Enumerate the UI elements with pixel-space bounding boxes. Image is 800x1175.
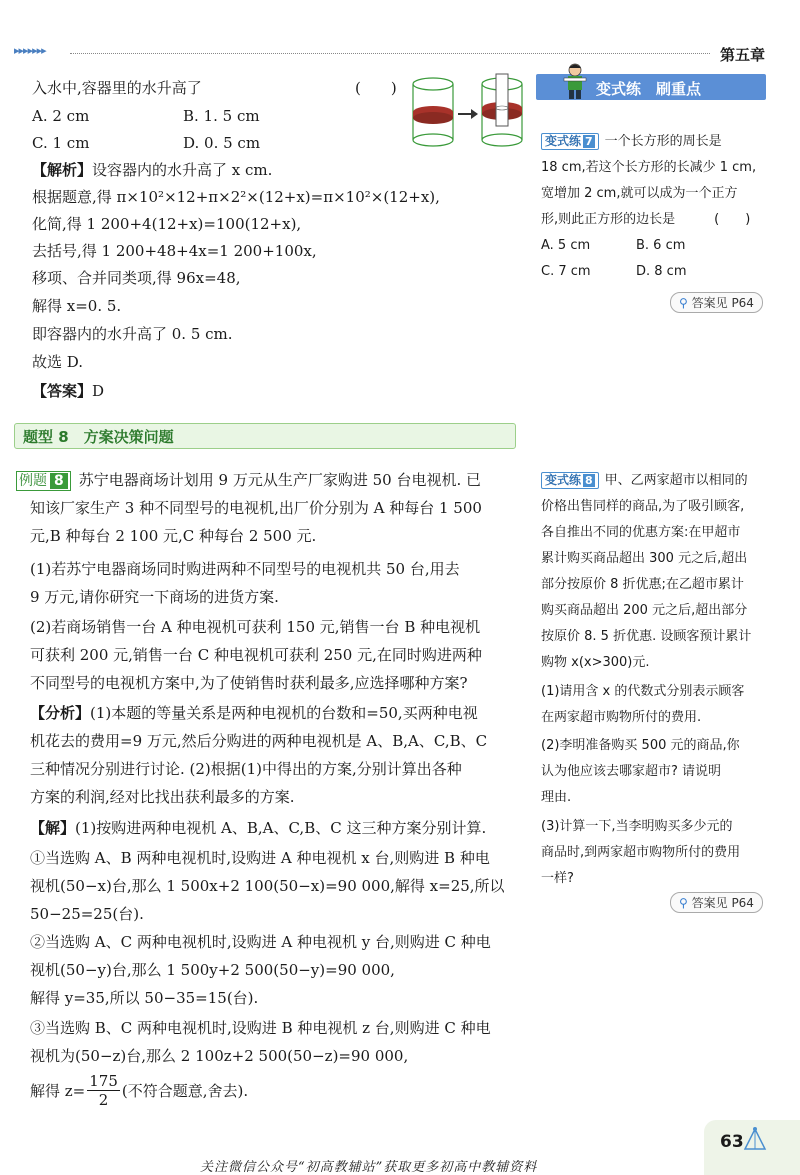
example-line-5: (2)若商场销售一台 A 种电视机可获利 150 元,销售一台 B 种电视机 bbox=[30, 618, 481, 636]
solution-line-5: 视机(50−y)台,那么 1 500y+2 500(50−y)=90 000, bbox=[30, 961, 395, 979]
variant7-line-1: 18 cm,若这个长方形的长减少 1 cm, bbox=[541, 160, 757, 175]
answer-line bbox=[32, 381, 104, 401]
option-a: A. 2 cm bbox=[32, 107, 90, 125]
variant7-tag bbox=[541, 133, 599, 150]
cylinder-illustration bbox=[408, 72, 528, 152]
solution-text: (1)按购进两种电视机 A、B,A、C,B、C 这三种方案分别计算. bbox=[75, 819, 487, 837]
example-line-0 bbox=[16, 470, 481, 491]
option-b: B. 1. 5 cm bbox=[183, 107, 260, 125]
variant8-line-0 bbox=[541, 469, 748, 492]
solution-line-6: 解得 y=35,所以 50−35=15(台). bbox=[30, 989, 259, 1007]
question-text: 入水中,容器里的水升高了 bbox=[32, 79, 202, 97]
analysis-line-1: 根据题意,得 π×10²×12+π×2²×(12+x)=π×10²×(12+x), bbox=[32, 188, 440, 206]
section-heading bbox=[14, 423, 516, 449]
analysis-line-7: 故选 D. bbox=[32, 353, 84, 371]
example-analysis-text: (1)本题的等量关系是两种电视机的台数和=50,买两种电视 bbox=[90, 704, 478, 722]
chapter-title: 第五章 bbox=[720, 46, 766, 64]
variant7-line-2: 宽增加 2 cm,就可以成为一个正方 bbox=[541, 186, 738, 201]
analysis-line-0 bbox=[32, 160, 272, 180]
example-num: 8 bbox=[50, 473, 68, 489]
variant7-num: 7 bbox=[585, 135, 593, 148]
solution-label: 【解】 bbox=[30, 819, 76, 837]
solution-line-8: 视机为(50−z)台,那么 2 100z+2 500(50−z)=90 000, bbox=[30, 1047, 409, 1065]
page-number: 63 bbox=[720, 1132, 744, 1152]
answer-label: 【答案】 bbox=[32, 382, 93, 400]
solution-last-line bbox=[30, 1072, 248, 1109]
example-analysis-line-2: 三种情况分别进行讨论. (2)根据(1)中得出的方案,分别计算出各种 bbox=[30, 760, 462, 778]
variant8-line-10: (2)李明准备购买 500 元的商品,你 bbox=[541, 738, 740, 753]
last-suffix: (不符合题意,舍去). bbox=[121, 1082, 249, 1100]
variant8-line-11: 认为他应该去哪家超市? 请说明 bbox=[541, 764, 722, 779]
variant8-line-2: 各自推出不同的优惠方案:在甲超市 bbox=[541, 525, 741, 540]
pin-icon: ⚲ bbox=[679, 296, 688, 310]
fraction bbox=[87, 1072, 120, 1109]
arrow-icon bbox=[458, 109, 478, 119]
example-analysis-line-0 bbox=[30, 703, 478, 723]
question-tail bbox=[32, 78, 202, 98]
example-tag-text: 例题 bbox=[19, 473, 47, 489]
variant8-text: 甲、乙两家超市以相同的 bbox=[604, 473, 748, 488]
option-d: D. 0. 5 cm bbox=[183, 134, 261, 152]
variant7-option-b: B. 6 cm bbox=[636, 238, 686, 253]
last-prefix: 解得 z= bbox=[30, 1082, 86, 1100]
analysis-line-3: 去括号,得 1 200+48+4x=1 200+100x, bbox=[32, 242, 317, 260]
header-rule bbox=[70, 53, 710, 54]
option-c: C. 1 cm bbox=[32, 134, 90, 152]
cylinder-left bbox=[413, 78, 453, 146]
variant8-line-4: 部分按原价 8 折优惠;在乙超市累计 bbox=[541, 577, 744, 592]
fraction-denominator: 2 bbox=[98, 1091, 109, 1109]
section-title: 题型 8 方案决策问题 bbox=[23, 428, 174, 446]
variant8-line-1: 价格出售同样的商品,为了吸引顾客, bbox=[541, 499, 745, 514]
example-line-4: 9 万元,请你研究一下商场的进货方案. bbox=[30, 588, 279, 606]
pin-icon: ⚲ bbox=[679, 896, 688, 910]
analysis-line-2: 化简,得 1 200+4(12+x)=100(12+x), bbox=[32, 215, 302, 233]
example-line-6: 可获利 200 元,销售一台 C 种电视机可获利 250 元,在同时购进两种 bbox=[30, 646, 482, 664]
solution-line-7: ③当选购 B、C 两种电视机时,设购进 B 种电视机 z 台,则购进 C 种电 bbox=[30, 1019, 491, 1037]
example-analysis-line-1: 机花去的费用=9 万元,然后分购进的两种电视机是 A、B,A、C,B、C bbox=[30, 732, 488, 750]
example-line-1: 知该厂家生产 3 种不同型号的电视机,出厂价分别为 A 种每台 1 500 bbox=[30, 499, 482, 517]
example-tag bbox=[16, 471, 71, 491]
header-arrows: ▸▸▸▸▸▸▸ bbox=[14, 44, 46, 57]
variant8-num: 8 bbox=[585, 474, 593, 487]
example-analysis-line-3: 方案的利润,经对比找出获利最多的方案. bbox=[30, 788, 295, 806]
variant8-answer-link[interactable] bbox=[670, 892, 763, 913]
fraction-numerator: 175 bbox=[89, 1072, 118, 1090]
variant8-line-5: 购买商品超出 200 元之后,超出部分 bbox=[541, 603, 748, 618]
geometry-tools-icon bbox=[742, 1126, 768, 1156]
variant7-tag-text: 变式练 bbox=[545, 134, 582, 148]
example-line-3: (1)若苏宁电器商场同时购进两种不同型号的电视机共 50 台,用去 bbox=[30, 560, 460, 578]
analysis-text: 设容器内的水升高了 x cm. bbox=[92, 161, 273, 179]
variant7-answer-link[interactable] bbox=[670, 292, 763, 313]
analysis-line-6: 即容器内的水升高了 0. 5 cm. bbox=[32, 325, 233, 343]
side-banner-title: 变式练 刷重点 bbox=[596, 80, 702, 98]
variant8-tag bbox=[541, 472, 599, 489]
analysis-label: 【解析】 bbox=[32, 161, 93, 179]
footer-note: 关注微信公众号“初高教辅站”获取更多初高中教辅资料 bbox=[200, 1160, 538, 1175]
variant8-line-12: 理由. bbox=[541, 790, 572, 805]
variant8-line-13: (3)计算一下,当李明购买多少元的 bbox=[541, 819, 733, 834]
variant7-line-0 bbox=[541, 130, 722, 153]
variant8-tag-text: 变式练 bbox=[545, 473, 582, 487]
variant8-line-6: 按原价 8. 5 折优惠. 设顾客预计累计 bbox=[541, 629, 752, 644]
solution-line-4: ②当选购 A、C 两种电视机时,设购进 A 种电视机 y 台,则购进 C 种电 bbox=[30, 933, 491, 951]
variant8-line-14: 商品时,到两家超市购物所付的费用 bbox=[541, 845, 741, 860]
variant7-option-d: D. 8 cm bbox=[636, 264, 687, 279]
solution-line-3: 50−25=25(台). bbox=[30, 905, 144, 923]
cylinder-right bbox=[482, 74, 522, 146]
variant8-line-8: (1)请用含 x 的代数式分别表示顾客 bbox=[541, 684, 745, 699]
variant7-line-3: 形,则此正方形的边长是 ( ) bbox=[541, 212, 751, 227]
solution-line-2: 视机(50−x)台,那么 1 500x+2 100(50−x)=90 000,解得 x=25,所以 bbox=[30, 877, 505, 895]
analysis-line-5: 解得 x=0. 5. bbox=[32, 297, 122, 315]
variant7-text: 一个长方形的周长是 bbox=[604, 134, 722, 149]
example-analysis-label: 【分析】 bbox=[30, 704, 91, 722]
variant8-line-15: 一样? bbox=[541, 871, 574, 886]
variant8-answer-ref: 答案见 P64 bbox=[691, 896, 754, 910]
answer-value: D bbox=[92, 382, 105, 400]
variant8-line-7: 购物 x(x>300)元. bbox=[541, 655, 650, 670]
student-figure-icon bbox=[562, 62, 588, 100]
solution-line-0 bbox=[30, 818, 486, 838]
solution-line-1: ①当选购 A、B 两种电视机时,设购进 A 种电视机 x 台,则购进 B 种电 bbox=[30, 849, 490, 867]
variant7-option-a: A. 5 cm bbox=[541, 238, 591, 253]
answer-paren: ( ) bbox=[355, 79, 397, 97]
variant8-line-9: 在两家超市购物所付的费用. bbox=[541, 710, 702, 725]
variant8-line-3: 累计购买商品超出 300 元之后,超出 bbox=[541, 551, 748, 566]
example-line-7: 不同型号的电视机方案中,为了使销售时获利最多,应选择哪种方案? bbox=[30, 674, 468, 692]
example-text: 苏宁电器商场计划用 9 万元从生产厂家购进 50 台电视机. 已 bbox=[78, 471, 481, 489]
example-line-2: 元,B 种每台 2 100 元,C 种每台 2 500 元. bbox=[30, 527, 317, 545]
variant7-option-c: C. 7 cm bbox=[541, 264, 591, 279]
variant7-answer-ref: 答案见 P64 bbox=[691, 296, 754, 310]
analysis-line-4: 移项、合并同类项,得 96x=48, bbox=[32, 269, 241, 287]
